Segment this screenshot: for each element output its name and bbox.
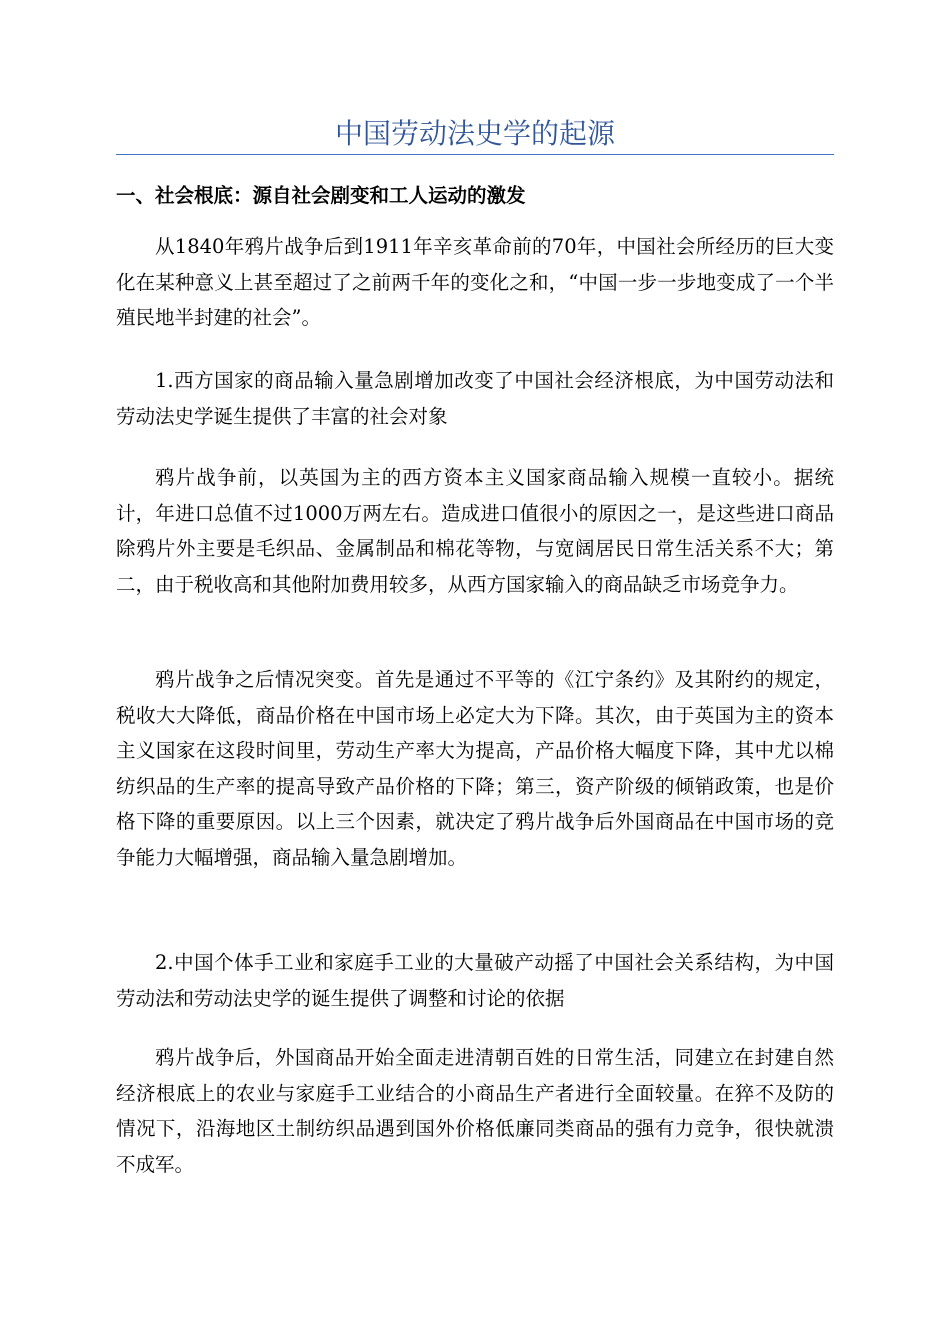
- paragraph-before-war: 鸦片战争前，以英国为主的西方资本主义国家商品输入规模一直较小。据统计，年进口总值不过1000万两左右。造成进口值很小的原因之一，是这些进口商品除鸦片外主要是毛织品、金属制品和棉花等物，与宽阔居民日常生活关系不大；第二，由于税收高和其他附加费用较多，从西方国家输入的商品缺乏市场竞争力。: [116, 466, 834, 596]
- section-heading: 一、社会根底：源自社会剧变和工人运动的激发: [116, 184, 526, 207]
- paragraph-point-1: 1.西方国家的商品输入量急剧增加改变了中国社会经济根底，为中国劳动法和劳动法史学诞生提供了丰富的社会对象: [116, 369, 834, 428]
- title-underline: [116, 154, 834, 155]
- paragraph-after-war: 鸦片战争之后情况突变。首先是通过不平等的《江宁条约》及其附约的规定，税收大大降低，商品价格在中国市场上必定大为下降。其次，由于英国为主的资本主义国家在这段时间里，劳动生产率大为提高，产品价格大幅度下降，其中尤以棉纺织品的生产率的提高导致产品价格的下降；第三，资产阶级的倾销政策，也是价格下降的重要原因。以上三个因素，就决定了鸦片战争后外国商品在中国市场的竞争能力大幅增强，商品输入量急剧增加。: [116, 668, 834, 869]
- paragraph-point-2: 2.中国个体手工业和家庭手工业的大量破产动摇了中国社会关系结构，为中国劳动法和劳动法史学的诞生提供了调整和讨论的依据: [116, 951, 834, 1010]
- document-title: 中国劳动法史学的起源: [334, 117, 615, 150]
- paragraph-handicraft: 鸦片战争后，外国商品开始全面走进清朝百姓的日常生活，同建立在封建自然经济根底上的农业与家庭手工业结合的小商品生产者进行全面较量。在猝不及防的情况下，沿海地区土制纺织品遇到国外价格低廉同类商品的强有力竞争，很快就溃不成军。: [116, 1046, 834, 1176]
- paragraph-intro: 从1840年鸦片战争后到1911年辛亥革命前的70年，中国社会所经历的巨大变化在某种意义上甚至超过了之前两千年的变化之和，“中国一步一步地变成了一个半殖民地半封建的社会”。: [116, 235, 834, 329]
